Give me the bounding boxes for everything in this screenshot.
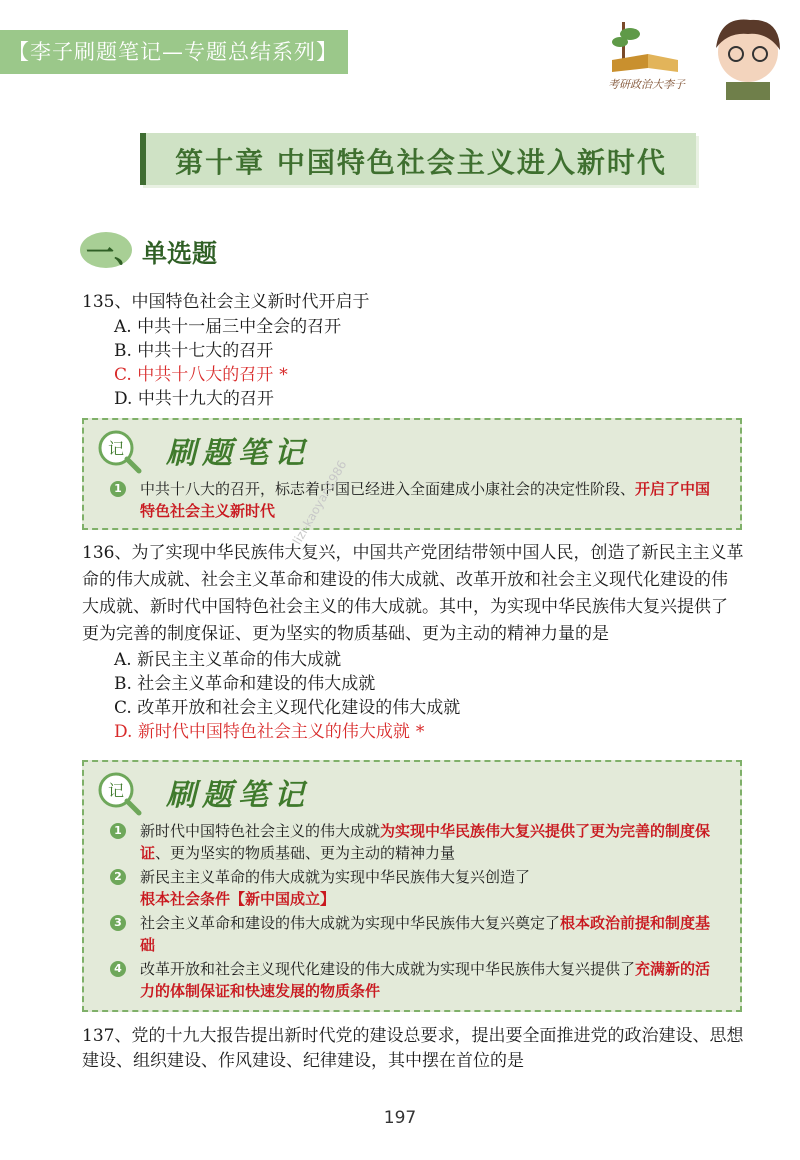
option-d: D. 中共十九大的召开 bbox=[114, 389, 274, 409]
brand-text: 考研政治大李子 bbox=[608, 78, 685, 91]
svg-text:记: 记 bbox=[107, 439, 125, 458]
question-stem: 137、党的十九大报告提出新时代党的建设总要求，提出要全面推进党的政治建设、思想建设、组织建设、作风建设、纪律建设，其中摆在首位的是 bbox=[82, 1026, 744, 1071]
note-highlight: 开启了中国特色社会主义新时代 bbox=[140, 480, 711, 520]
note-header bbox=[84, 420, 740, 478]
option-text: D. 新时代中国特色社会主义的伟大成就 bbox=[114, 722, 410, 742]
bullet-number: 2 bbox=[110, 869, 126, 885]
chapter-title-box bbox=[140, 133, 696, 185]
bullet-number: 1 bbox=[110, 481, 126, 497]
question-stem: 136、为了实现中华民族伟大复兴，中国共产党团结带领中国人民，创造了新民主主义革命的伟大成就、社会主义革命和建设的伟大成就、改革开放和社会主义现代化建设的伟大成就、新时代中国特色社会主义的伟大成就。其中，为实现中华民族伟大复兴提供了更为完善的制度保证、更为坚实的物质基础、更为主动的精神力量的是 bbox=[82, 543, 744, 644]
bullet-number: 3 bbox=[110, 915, 126, 931]
question-137 bbox=[82, 1024, 744, 1074]
option-list bbox=[82, 315, 742, 411]
note-item bbox=[110, 912, 722, 956]
note-box-135 bbox=[82, 418, 742, 530]
option-b: B. 社会主义革命和建设的伟大成就 bbox=[114, 674, 376, 694]
magnifier-note-icon bbox=[96, 428, 142, 474]
chapter-title: 第十章 中国特色社会主义进入新时代 bbox=[175, 146, 667, 179]
magnifier-note-icon bbox=[96, 770, 142, 816]
series-banner: 【李子刷题笔记—专题总结系列】 bbox=[0, 30, 348, 74]
correct-star: * bbox=[415, 722, 425, 742]
note-highlight: 充满新的活力的体制保证和快速发展的物质条件 bbox=[140, 960, 711, 1000]
note-text: 改革开放和社会主义现代化建设的伟大成就为实现中华民族伟大复兴提供了 bbox=[140, 960, 636, 978]
note-text: 中共十八大的召开，标志着中国已经进入全面建成小康社会的决定性阶段、 bbox=[140, 480, 636, 498]
watermark: lizi-kaoyan1986 bbox=[290, 458, 350, 547]
note-tail: 、更为坚实的物质基础、更为主动的精神力量 bbox=[155, 844, 456, 862]
option-c: C. 改革开放和社会主义现代化建设的伟大成就 bbox=[114, 698, 461, 718]
note-box-136 bbox=[82, 760, 742, 1012]
note-text: 新民主主义革命的伟大成就为实现中华民族伟大复兴创造了 bbox=[140, 868, 531, 886]
option-text: C. 中共十八大的召开 bbox=[114, 365, 274, 385]
note-items bbox=[84, 478, 740, 532]
question-stem: 135、中国特色社会主义新时代开启于 bbox=[82, 292, 370, 312]
note-item bbox=[110, 478, 722, 522]
option-list bbox=[82, 648, 744, 744]
note-highlight: 根本政治前提和制度基础 bbox=[140, 914, 711, 954]
note-text: 社会主义革命和建设的伟大成就为实现中华民族伟大复兴奠定了 bbox=[140, 914, 561, 932]
correct-star: * bbox=[279, 365, 288, 385]
note-header bbox=[84, 762, 740, 820]
section-title: 单选题 bbox=[142, 239, 218, 268]
note-text: 新时代中国特色社会主义的伟大成就 bbox=[140, 822, 381, 840]
question-135 bbox=[82, 290, 742, 411]
note-item bbox=[110, 958, 722, 1002]
question-136 bbox=[82, 540, 744, 744]
note-title: 刷题笔记 bbox=[166, 778, 310, 813]
option-b: B. 中共十七大的召开 bbox=[114, 341, 274, 361]
bullet-number: 1 bbox=[110, 823, 126, 839]
bullet-number: 4 bbox=[110, 961, 126, 977]
option-a: A. 新民主主义革命的伟大成就 bbox=[114, 650, 342, 670]
page-number: 197 bbox=[383, 1108, 417, 1128]
note-item bbox=[110, 820, 722, 864]
option-d-correct bbox=[114, 720, 744, 744]
note-item bbox=[110, 866, 722, 910]
section-number: 一、 bbox=[86, 236, 143, 269]
note-highlight: 为实现中华民族伟大复兴提供了更为完善的制度保证 bbox=[140, 822, 711, 862]
option-a: A. 中共十一届三中全会的召开 bbox=[114, 317, 342, 337]
note-items bbox=[84, 820, 740, 1012]
note-title: 刷题笔记 bbox=[166, 436, 310, 471]
section-heading bbox=[80, 228, 280, 270]
note-highlight: 根本社会条件【新中国成立】 bbox=[140, 890, 336, 908]
option-c-correct bbox=[114, 363, 742, 387]
svg-text:记: 记 bbox=[107, 781, 125, 800]
